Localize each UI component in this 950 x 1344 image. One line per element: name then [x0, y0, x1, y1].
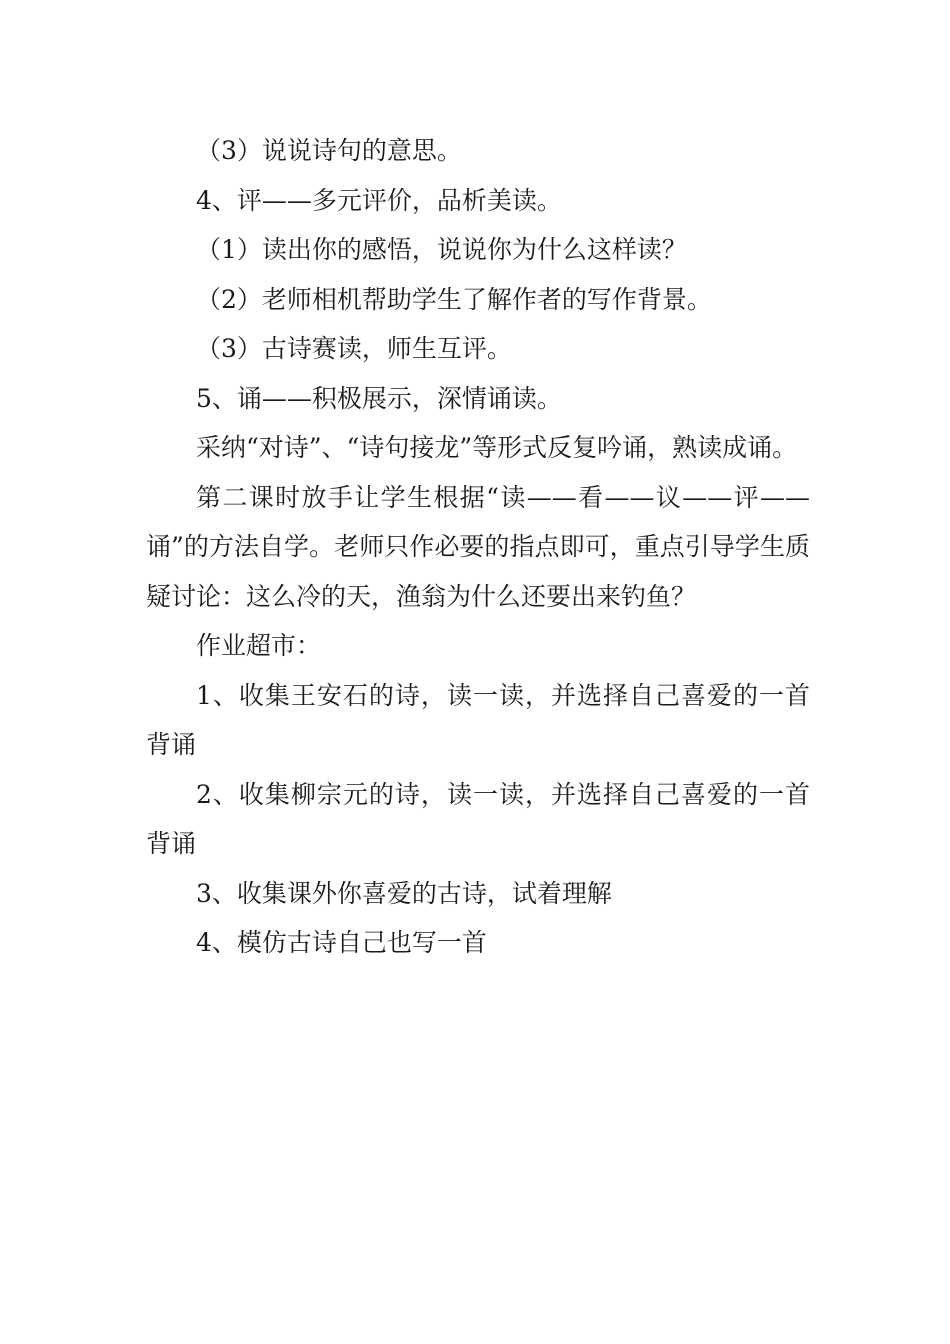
paragraph-step4-1: （1）读出你的感悟，说说你为什么这样读？	[196, 235, 687, 264]
paragraph-recitation: 采纳“对诗”、“诗句接龙”等形式反复吟诵，熟读成诵。	[196, 433, 798, 462]
paragraph-second-lesson: 第二课时放手让学生根据“读——看——议——评——诵”的方法自学。老师只作必要的指点即可，重点引导学生质疑讨论：这么冷的天，渔翁为什么还要出来钓鱼？	[146, 482, 810, 611]
paragraph-homework-2: 2、收集柳宗元的诗，读一读，并选择自己喜爱的一首背诵	[146, 779, 810, 858]
paragraph-step3-3: （3）说说诗句的意思。	[196, 136, 462, 165]
paragraph-homework-1: 1、收集王安石的诗，读一读，并选择自己喜爱的一首背诵	[146, 680, 810, 759]
paragraph-homework-heading: 作业超市：	[196, 631, 322, 660]
paragraph-step4-2: （2）老师相机帮助学生了解作者的写作背景。	[196, 284, 712, 314]
paragraph-homework-4: 4、模仿古诗自己也写一首	[196, 928, 487, 957]
document-body	[146, 126, 810, 968]
paragraph-step5-heading: 5、诵——积极展示，深情诵读。	[196, 383, 562, 413]
paragraph-step4-3: （3）古诗赛读，师生互评。	[196, 334, 512, 363]
paragraph-homework-3: 3、收集课外你喜爱的古诗，试着理解	[196, 878, 612, 908]
paragraph-step4-heading: 4、评——多元评价，品析美读。	[196, 185, 562, 215]
